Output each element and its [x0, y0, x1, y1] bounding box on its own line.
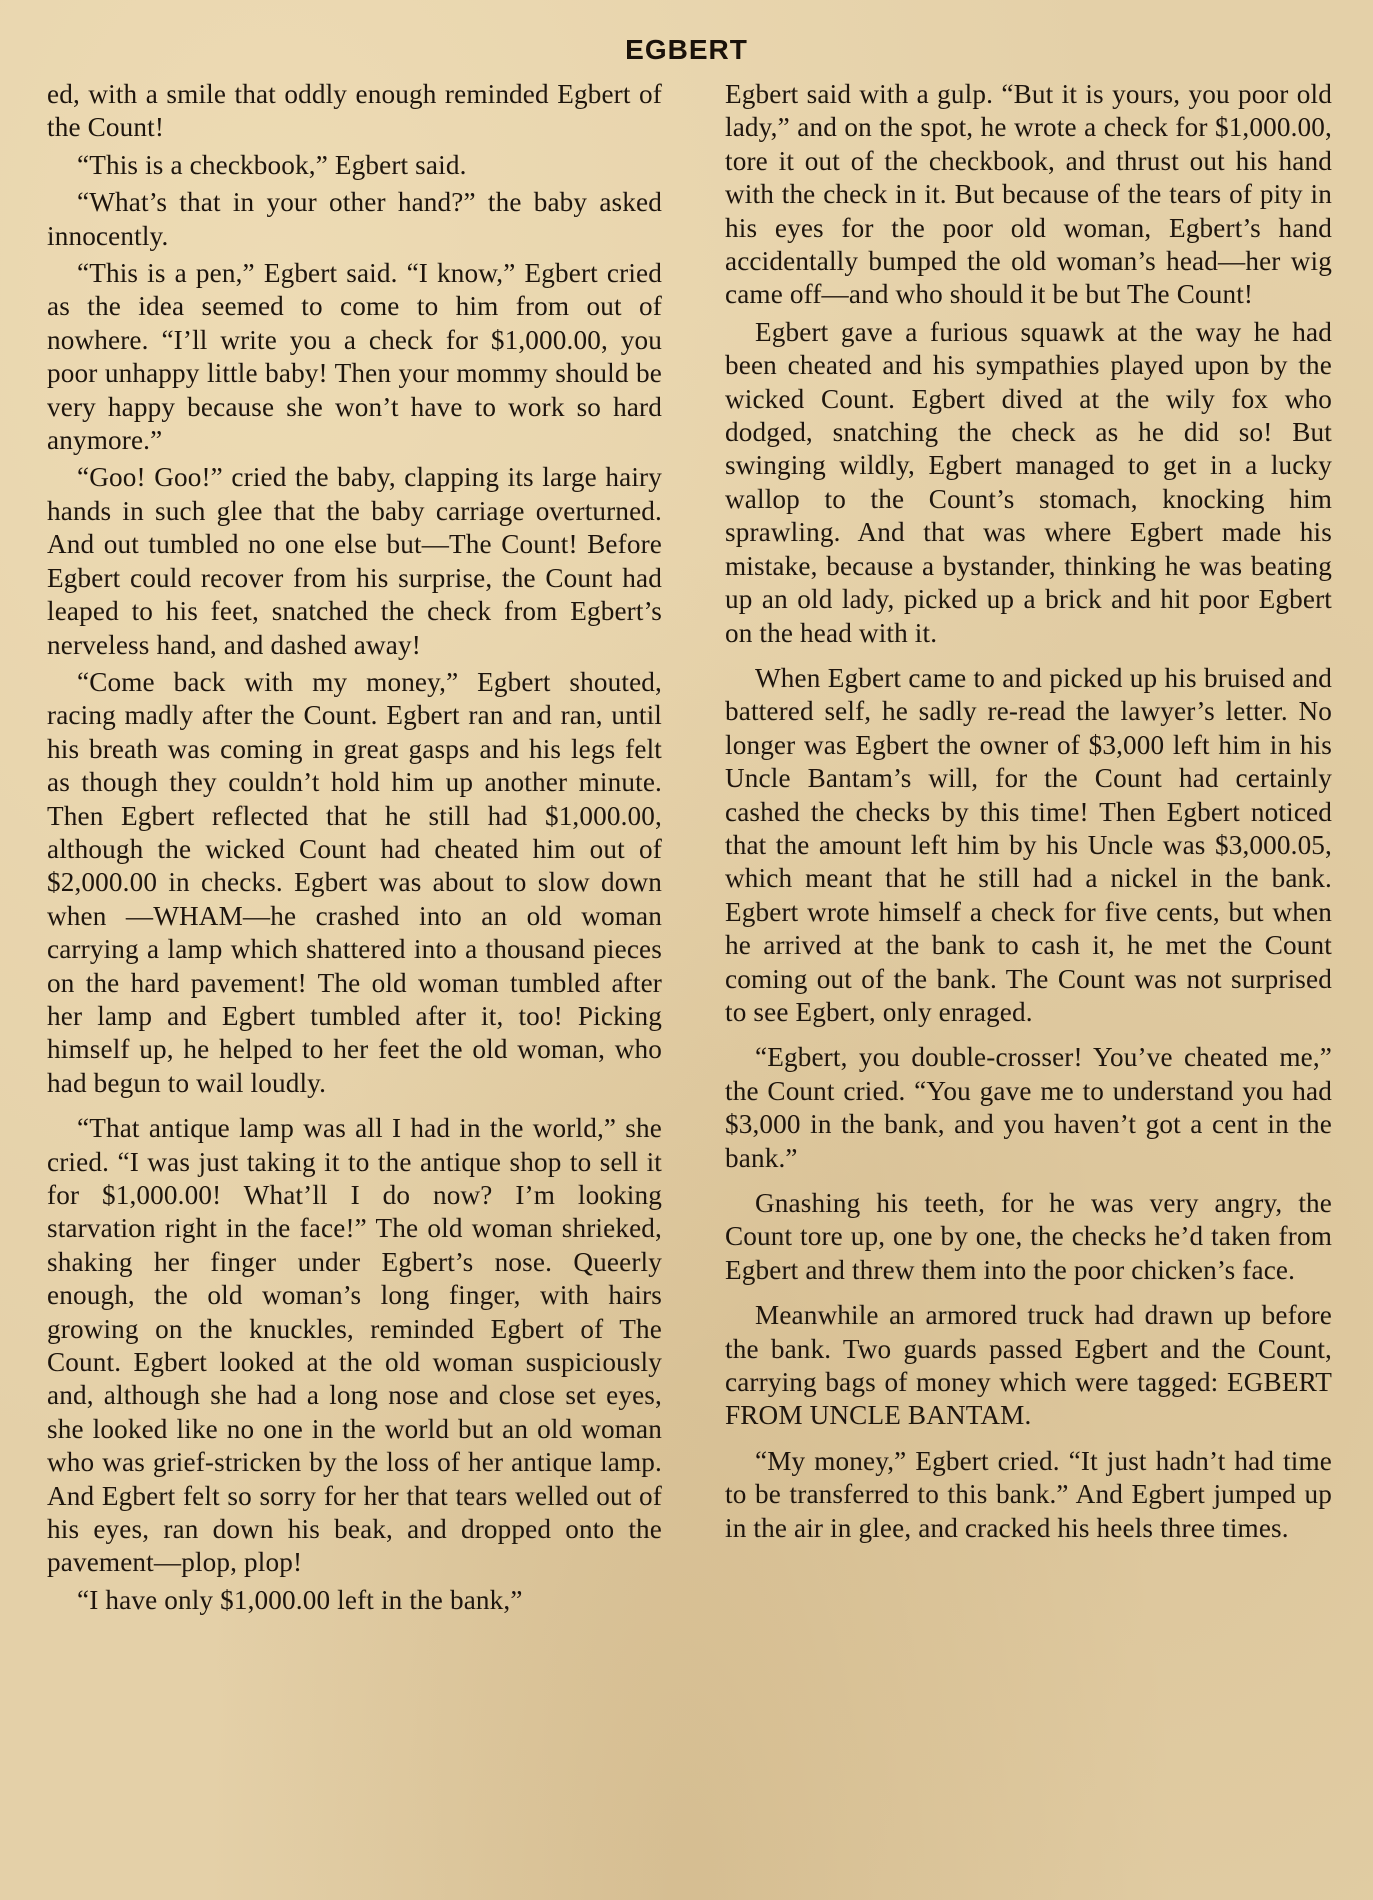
paragraph: ed, with a smile that oddly enough reminded Egbert of the Count!: [47, 79, 662, 143]
paragraph: “That antique lamp was all I had in the world,” she cried. “I was just taking it to the antique shop to sell it for $1,000.00! What’ll I do now? I’m looking starvation right in the face!” The old woman shrieked, shaking her finger under Egbert’s nose. Queerly enough, the old woman’s long finger, with hairs growing on the knuckles, reminded Egbert of The Count. Egbert looked at the old woman suspiciously and, although she had a long nose and close set eyes, she looked like no one in the world but an old woman who was grief-stricken by the loss of her antique lamp. And Egbert felt so sorry for her that tears welled out of his eyes, ran down his beak, and dropped onto the pavement—plop, plop!: [47, 1113, 662, 1578]
paragraph: “What’s that in your other hand?” the baby asked innocently.: [47, 187, 662, 251]
paragraph: “My money,” Egbert cried. “It just hadn’t had time to be transferred to this bank.” And Egbert jumped up in the air in glee, and cracked his heels three times.: [725, 1445, 1332, 1543]
paragraph: “Egbert, you double-crosser! You’ve cheated me,” the Count cried. “You gave me to understand you had $3,000 in the bank, and you haven’t got a cent in the bank.”: [725, 1042, 1332, 1173]
paragraph: “I have only $1,000.00 left in the bank,”: [77, 1584, 523, 1615]
right-column: [725, 78, 1332, 1549]
paragraph: “Goo! Goo!” cried the baby, clapping its large hairy hands in such glee that the baby carriage overturned. And out tumbled no one else but—The Count! Before Egbert could recover from his surprise, the Count had leaped to his feet, snatched the check from Egbert’s nerveless hand, and dashed away!: [47, 462, 662, 660]
page-title: EGBERT: [625, 34, 748, 65]
paragraph: “This is a checkbook,” Egbert said.: [77, 149, 467, 180]
paragraph: Egbert said with a gulp. “But it is yours, you poor old lady,” and on the spot, he wrote a check for $1,000.00, tore it out of the checkbook, and thrust out his hand with the check in it. But because of the tears of pity in his eyes for the poor old woman, Egbert’s hand accidentally bumped the old woman’s head—her wig came off—and who should it be but The Count!: [725, 79, 1332, 310]
paragraph: Egbert gave a furious squawk at the way he had been cheated and his sympathies played upon by the wicked Count. Egbert dived at the wily fox who dodged, snatching the check as he did so! But swinging wildly, Egbert managed to get in a lucky wallop to the Count’s stomach, knocking him sprawling. And that was where Egbert made his mistake, because a bystander, thinking he was beating up an old lady, picked up a brick and hit poor Egbert on the head with it.: [725, 316, 1332, 648]
paragraph: “This is a pen,” Egbert said. “I know,” Egbert cried as the idea seemed to come to him from out of nowhere. “I’ll write you a check for $1,000.00, you poor unhappy little baby! Then your mommy should be very happy because she won’t have to work so hard anymore.”: [47, 258, 662, 456]
paragraph: Gnashing his teeth, for he was very angry, the Count tore up, one by one, the checks he’d taken from Egbert and threw them into the poor chicken’s face.: [725, 1188, 1332, 1285]
paragraph: Meanwhile an armored truck had drawn up before the bank. Two guards passed Egbert and the Count, carrying bags of money which were tagged: EGBERT FROM UNCLE BANTAM.: [725, 1300, 1332, 1431]
paragraph: “Come back with my money,” Egbert shouted, racing madly after the Count. Egbert ran and ran, until his breath was coming in great gasps and his legs felt as though they couldn’t hold him up another minute. Then Egbert reflected that he still had $1,000.00, although the wicked Count had cheated him out of $2,000.00 in checks. Egbert was about to slow down when —WHAM—he crashed into an old woman carrying a lamp which shattered into a thousand pieces on the hard pavement! The old woman tumbled after her lamp and Egbert tumbled after it, too! Picking himself up, he helped to her feet the old woman, who had begun to wail loudly.: [47, 666, 662, 1098]
left-column: [47, 78, 662, 1621]
paragraph: When Egbert came to and picked up his bruised and battered self, he sadly re-read the lawyer’s letter. No longer was Egbert the owner of $3,000 left him in his Uncle Bantam’s will, for the Count had certainly cashed the checks by this time! Then Egbert noticed that the amount left him by his Uncle was $3,000.05, which meant that he still had a nickel in the bank. Egbert wrote himself a check for five cents, but when he arrived at the bank to cash it, he met the Count coming out of the bank. The Count was not surprised to see Egbert, only enraged.: [725, 662, 1332, 1027]
